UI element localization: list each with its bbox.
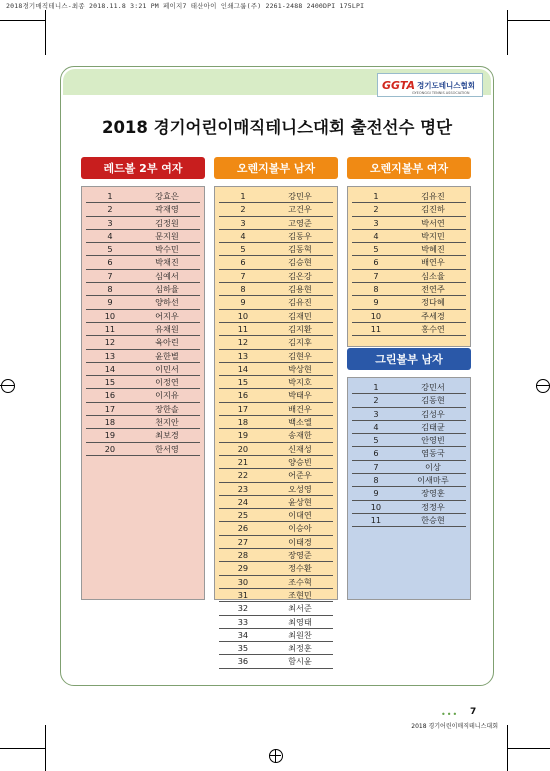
list-item (86, 336, 200, 349)
player-name: 박태우 (288, 390, 312, 401)
player-number: 23 (237, 483, 249, 494)
crop-mark (45, 10, 46, 55)
player-number: 36 (237, 656, 249, 667)
player-number: 2 (240, 204, 246, 215)
player-number: 30 (237, 576, 249, 587)
player-number: 14 (237, 363, 249, 374)
crop-mark (507, 725, 508, 771)
list-item (86, 283, 200, 296)
player-name: 고건우 (288, 204, 312, 215)
player-number: 3 (240, 217, 246, 228)
list-item (219, 429, 333, 442)
red-girls-header: 레드볼 2부 여자 (81, 157, 205, 179)
orange-boys-column (214, 157, 338, 667)
player-number: 8 (373, 475, 379, 486)
list-item (219, 243, 333, 256)
list-item (219, 589, 333, 602)
player-name: 신재성 (288, 443, 312, 454)
list-item (352, 190, 466, 203)
player-number: 22 (237, 470, 249, 481)
player-number: 15 (104, 377, 116, 388)
player-name: 박수민 (155, 244, 179, 255)
player-name: 김유진 (421, 191, 445, 201)
footer-dots: ••• (441, 710, 459, 719)
player-number: 4 (373, 421, 379, 432)
player-number: 3 (373, 408, 379, 419)
list-item (219, 562, 333, 575)
player-number: 10 (237, 310, 249, 321)
list-item (219, 323, 333, 336)
print-slug-line: 2018경기매직테니스-최종 2018.11.8 3:21 PM 페이지7 태산아이 인쇄그룹(주) 2261-2488 2400DPI 175LPI (6, 2, 365, 10)
list-item (86, 230, 200, 243)
association-logo (377, 73, 483, 97)
list-item (219, 350, 333, 363)
player-name: 송재한 (288, 430, 312, 441)
player-name: 백소엘 (288, 417, 312, 428)
list-item (86, 190, 200, 203)
player-name: 조현민 (288, 589, 312, 600)
list-item (86, 443, 200, 456)
player-name: 박채진 (155, 257, 179, 268)
player-number: 9 (373, 488, 379, 499)
player-number: 10 (370, 310, 382, 321)
player-number: 18 (104, 417, 116, 428)
player-number: 10 (104, 310, 116, 321)
player-name: 장영훈 (421, 488, 445, 499)
registration-circle (536, 379, 550, 393)
player-name: 장한솔 (155, 403, 179, 414)
list-item (352, 243, 466, 256)
crop-mark (45, 725, 46, 771)
player-name: 양승빈 (288, 456, 312, 467)
player-number: 7 (107, 270, 113, 281)
player-name: 김온강 (288, 270, 312, 281)
player-number: 29 (237, 563, 249, 574)
crop-mark (507, 20, 550, 21)
player-number: 13 (104, 350, 116, 361)
list-item (86, 310, 200, 323)
player-number: 6 (373, 448, 379, 459)
player-name: 이대연 (288, 510, 312, 521)
player-name: 강민우 (288, 191, 312, 201)
list-item (352, 487, 466, 500)
player-name: 심하율 (155, 284, 179, 295)
player-number: 13 (237, 350, 249, 361)
player-number: 20 (104, 443, 116, 454)
red-girls-list (81, 186, 205, 600)
list-item (219, 203, 333, 216)
list-item (352, 447, 466, 460)
player-name: 이지유 (155, 390, 179, 401)
player-name: 이민서 (155, 363, 179, 374)
player-name: 박지호 (288, 377, 312, 388)
player-number: 21 (237, 456, 249, 467)
player-name: 김태균 (421, 421, 445, 432)
logo-mark: GGTA (382, 78, 416, 92)
player-name: 정다혜 (421, 297, 445, 308)
player-name: 최서준 (288, 603, 312, 614)
player-name: 최원찬 (288, 629, 312, 640)
player-number: 6 (240, 257, 246, 268)
player-name: 정수환 (288, 563, 312, 574)
list-item (219, 310, 333, 323)
list-item (352, 230, 466, 243)
list-item (219, 376, 333, 389)
player-number: 1 (107, 191, 113, 201)
player-number: 1 (240, 191, 246, 201)
player-name: 김정원 (155, 217, 179, 228)
list-item (219, 629, 333, 642)
player-number: 11 (104, 323, 116, 334)
player-number: 16 (237, 390, 249, 401)
orange-boys-list (214, 186, 338, 667)
crop-mark (0, 748, 45, 749)
list-item (219, 509, 333, 522)
page-number: 7 (470, 707, 477, 717)
player-number: 10 (370, 501, 382, 512)
player-name: 이상 (425, 461, 441, 472)
list-item (86, 416, 200, 429)
player-number: 35 (237, 643, 249, 654)
list-item (86, 389, 200, 402)
player-name: 양하선 (155, 297, 179, 308)
list-item (352, 256, 466, 269)
list-item (86, 217, 200, 230)
list-item (219, 642, 333, 655)
player-number: 2 (373, 395, 379, 406)
list-item (219, 256, 333, 269)
list-item (219, 443, 333, 456)
list-item (219, 549, 333, 562)
player-number: 8 (240, 284, 246, 295)
player-number: 4 (240, 230, 246, 241)
orange-girls-column (347, 157, 471, 347)
player-name: 어지우 (155, 310, 179, 321)
green-boys-column (347, 348, 471, 600)
player-name: 심예서 (155, 270, 179, 281)
list-item (352, 323, 466, 336)
list-item (219, 522, 333, 535)
player-number: 32 (237, 603, 249, 614)
player-number: 4 (107, 230, 113, 241)
list-item (352, 501, 466, 514)
player-name: 배연우 (421, 257, 445, 268)
list-item (86, 256, 200, 269)
player-number: 31 (237, 589, 249, 600)
list-item (86, 350, 200, 363)
player-name: 김진하 (421, 204, 445, 215)
logo-text: 경기도테니스협회 (417, 80, 475, 90)
green-boys-header: 그린볼부 남자 (347, 348, 471, 370)
list-item (219, 602, 333, 615)
player-name: 윤상현 (288, 496, 312, 507)
list-item (219, 483, 333, 496)
player-number: 12 (104, 337, 116, 348)
player-number: 1 (373, 191, 379, 201)
player-name: 홍수연 (421, 323, 445, 334)
list-item (352, 408, 466, 421)
list-item (219, 456, 333, 469)
player-name: 박혜진 (421, 244, 445, 255)
list-item (86, 243, 200, 256)
list-item (352, 310, 466, 323)
player-number: 6 (373, 257, 379, 268)
list-item (352, 514, 466, 527)
player-number: 8 (107, 284, 113, 295)
player-name: 배건우 (288, 403, 312, 414)
player-name: 유채원 (155, 323, 179, 334)
player-number: 2 (373, 204, 379, 215)
list-item (86, 403, 200, 416)
player-number: 9 (373, 297, 379, 308)
player-name: 김동우 (288, 230, 312, 241)
red-girls-column (81, 157, 205, 600)
player-name: 김동혁 (288, 244, 312, 255)
orange-girls-header: 오렌지볼부 여자 (347, 157, 471, 179)
player-number: 28 (237, 550, 249, 561)
player-number: 7 (240, 270, 246, 281)
list-item (219, 230, 333, 243)
player-name: 김성우 (421, 408, 445, 419)
registration-circle (269, 749, 283, 763)
player-number: 24 (237, 496, 249, 507)
player-name: 김지후 (288, 337, 312, 348)
player-name: 김용현 (288, 284, 312, 295)
green-boys-list (347, 377, 471, 600)
list-item (219, 296, 333, 309)
player-name: 심소율 (421, 270, 445, 281)
player-number: 2 (107, 204, 113, 215)
player-name: 김승현 (288, 257, 312, 268)
list-item (352, 270, 466, 283)
list-item (219, 389, 333, 402)
player-number: 11 (370, 323, 382, 334)
player-number: 14 (104, 363, 116, 374)
player-number: 9 (240, 297, 246, 308)
player-number: 25 (237, 510, 249, 521)
player-name: 박지민 (421, 230, 445, 241)
player-name: 최영태 (288, 616, 312, 627)
player-name: 한서영 (155, 443, 179, 454)
crop-mark (507, 10, 508, 55)
list-item (352, 434, 466, 447)
list-item (219, 655, 333, 668)
logo-subtext: GYEONGGI TENNIS ASSOCIATION (412, 91, 470, 95)
player-name: 곽재영 (155, 204, 179, 215)
list-item (352, 381, 466, 394)
list-item (352, 461, 466, 474)
list-item (352, 296, 466, 309)
list-item (86, 429, 200, 442)
player-name: 이새마루 (417, 475, 449, 486)
top-banner (63, 69, 491, 95)
list-item (86, 296, 200, 309)
player-number: 5 (107, 244, 113, 255)
player-name: 전연주 (421, 284, 445, 295)
registration-circle (1, 379, 15, 393)
list-item (219, 363, 333, 376)
footer-event-name: 2018 경기어린이매직테니스대회 (411, 723, 498, 730)
player-number: 27 (237, 536, 249, 547)
player-name: 이태경 (288, 536, 312, 547)
crop-mark (0, 20, 45, 21)
player-number: 18 (237, 417, 249, 428)
player-name: 윤한별 (155, 350, 179, 361)
list-item (219, 616, 333, 629)
player-number: 11 (237, 323, 249, 334)
list-item (86, 203, 200, 216)
player-number: 9 (107, 297, 113, 308)
player-number: 8 (373, 284, 379, 295)
list-item (86, 376, 200, 389)
player-number: 5 (373, 435, 379, 446)
player-name: 조수혁 (288, 576, 312, 587)
player-number: 5 (373, 244, 379, 255)
player-name: 김지환 (288, 323, 312, 334)
list-item (219, 403, 333, 416)
player-number: 19 (237, 430, 249, 441)
player-name: 강효은 (155, 191, 179, 201)
page-title: 2018 경기어린이매직테니스대회 출전선수 명단 (101, 118, 453, 137)
player-name: 이승아 (288, 523, 312, 534)
player-name: 함시윤 (288, 656, 312, 667)
list-item (352, 474, 466, 487)
list-item (352, 283, 466, 296)
page-frame (60, 66, 494, 686)
list-item (219, 469, 333, 482)
player-name: 고영준 (288, 217, 312, 228)
list-item (219, 270, 333, 283)
player-number: 34 (237, 629, 249, 640)
player-name: 강민서 (421, 382, 445, 392)
player-name: 박상현 (288, 363, 312, 374)
list-item (352, 421, 466, 434)
player-number: 33 (237, 616, 249, 627)
list-item (219, 283, 333, 296)
orange-girls-list (347, 186, 471, 347)
player-number: 6 (107, 257, 113, 268)
player-number: 3 (373, 217, 379, 228)
player-number: 11 (370, 514, 382, 525)
orange-boys-header: 오렌지볼부 남자 (214, 157, 338, 179)
list-item (219, 190, 333, 203)
list-item (86, 323, 200, 336)
player-name: 김동현 (421, 395, 445, 406)
crop-mark (507, 748, 550, 749)
player-name: 장영준 (288, 550, 312, 561)
player-number: 20 (237, 443, 249, 454)
player-name: 염동국 (421, 448, 445, 459)
player-number: 7 (373, 461, 379, 472)
player-name: 한승현 (421, 514, 445, 525)
player-number: 3 (107, 217, 113, 228)
player-name: 주세경 (421, 310, 445, 321)
list-item (219, 576, 333, 589)
player-number: 15 (237, 377, 249, 388)
player-name: 김유진 (288, 297, 312, 308)
list-item (219, 217, 333, 230)
player-name: 정정우 (421, 501, 445, 512)
player-number: 19 (104, 430, 116, 441)
player-number: 17 (237, 403, 249, 414)
player-name: 어준우 (288, 470, 312, 481)
player-name: 문지원 (155, 230, 179, 241)
list-item (352, 203, 466, 216)
player-name: 최정훈 (288, 643, 312, 654)
list-item (219, 536, 333, 549)
player-name: 천지안 (155, 417, 179, 428)
player-number: 5 (240, 244, 246, 255)
player-name: 최보경 (155, 430, 179, 441)
player-name: 이정연 (155, 377, 179, 388)
player-number: 12 (237, 337, 249, 348)
player-name: 오성영 (288, 483, 312, 494)
player-name: 육아린 (155, 337, 179, 348)
player-number: 4 (373, 230, 379, 241)
player-number: 16 (104, 390, 116, 401)
player-name: 김현우 (288, 350, 312, 361)
player-number: 1 (373, 382, 379, 392)
list-item (219, 496, 333, 509)
list-item (352, 394, 466, 407)
player-name: 박서연 (421, 217, 445, 228)
player-number: 17 (104, 403, 116, 414)
list-item (219, 416, 333, 429)
list-item (86, 363, 200, 376)
player-number: 26 (237, 523, 249, 534)
player-name: 안영빈 (421, 435, 445, 446)
player-name: 김재민 (288, 310, 312, 321)
list-item (86, 270, 200, 283)
list-item (219, 336, 333, 349)
player-number: 7 (373, 270, 379, 281)
list-item (352, 217, 466, 230)
